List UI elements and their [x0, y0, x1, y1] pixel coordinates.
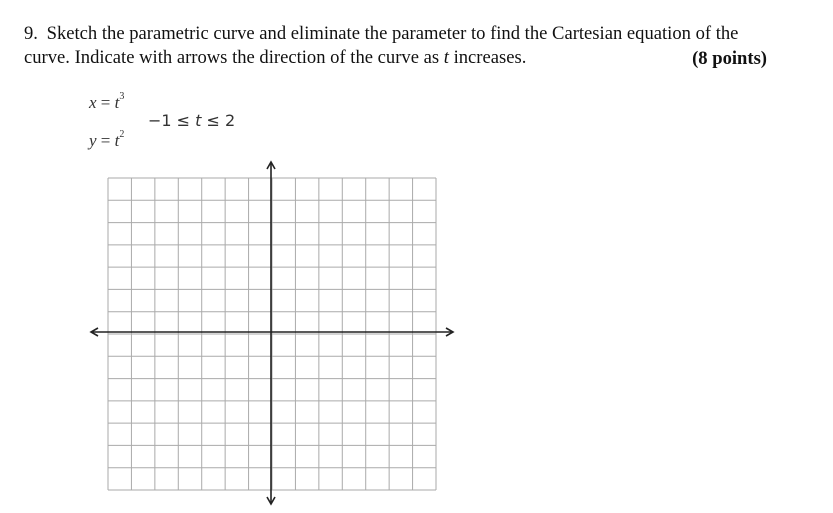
question-line-2-prefix: curve. Indicate with arrows the direction of the curve as	[24, 47, 444, 68]
range-variable: t	[195, 111, 202, 130]
equation-x-lhs: x	[89, 93, 97, 112]
question-line-2	[24, 46, 804, 70]
range-left: −1 ≤	[148, 111, 196, 130]
range-right: ≤ 2	[201, 111, 236, 130]
question-number: 9.	[24, 23, 38, 44]
equation-x	[89, 93, 124, 113]
parameter-range	[148, 111, 235, 130]
equation-x-equals: =	[96, 93, 115, 112]
equation-y-lhs: y	[89, 131, 97, 150]
equation-y-exponent: 2	[119, 129, 125, 141]
coordinate-grid[interactable]	[80, 155, 465, 510]
question-line-2-suffix: increases.	[448, 47, 527, 68]
equation-y	[89, 131, 124, 151]
equation-y-base: t	[114, 131, 120, 150]
question-text	[24, 22, 804, 70]
equation-y-equals: =	[96, 131, 115, 150]
equation-x-base: t	[114, 93, 120, 112]
equation-x-exponent: 3	[119, 91, 125, 103]
question-line-1	[24, 22, 804, 46]
question-line-1-text: Sketch the parametric curve and eliminate the parameter to find the Cartesian equation of the	[46, 23, 739, 44]
points-label: (8 points)	[692, 48, 767, 69]
question-variable-t: t	[443, 47, 449, 68]
grid-lines	[108, 178, 436, 490]
